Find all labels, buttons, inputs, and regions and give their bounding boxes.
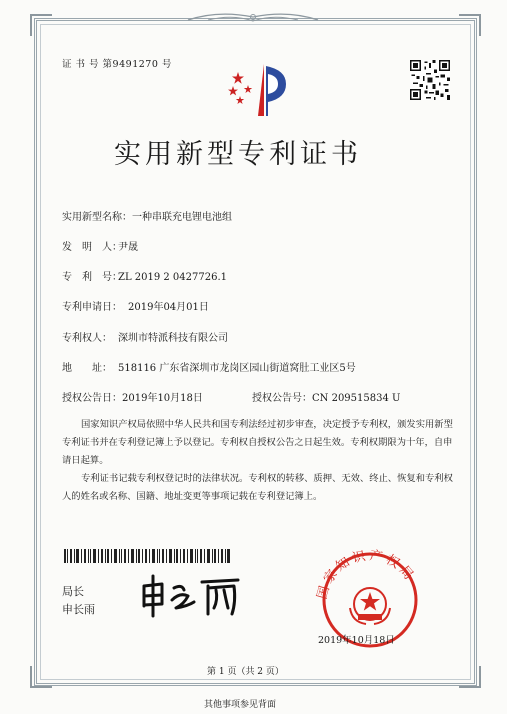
body-paragraph-1: 国家知识产权局依照中华人民共和国专利法经过初步审查，决定授予专利权，颁发实用新型专利证书并在专利登记簿上予以登记。专利权自授权公告之日起生效。专利权期限为十年，自申请日起算。 [62, 419, 453, 466]
field-patent-number [62, 268, 227, 283]
page-title: 实用新型专利证书 [114, 139, 362, 170]
seal-text: 国家知识产权局 [314, 548, 418, 601]
corner-ornament [30, 14, 52, 36]
field-address [62, 359, 356, 374]
top-ornament-icon [178, 10, 328, 24]
corner-ornament [459, 14, 481, 36]
field-value: 一种串联充电锂电池组 [132, 212, 232, 223]
corner-ornament [459, 666, 481, 688]
field-utility-model-name [62, 208, 232, 223]
barcode-icon [64, 549, 230, 563]
field-value: 深圳市特派科技有限公司 [118, 333, 228, 344]
field-announcement-number [252, 389, 400, 404]
field-inventor [62, 238, 138, 253]
field-label: 授权公告号： [252, 393, 312, 404]
field-value: ZL 2019 2 0427726.1 [118, 272, 228, 283]
handwritten-signature-icon [136, 572, 246, 620]
director-title: 局长 [62, 585, 84, 598]
certificate-number: 证 书 号 第9491270 号 [62, 59, 172, 70]
field-value: 2019年04月01日 [128, 302, 209, 313]
field-label: 发 明 人： [62, 242, 122, 253]
field-label: 授权公告日： [62, 393, 122, 404]
director-name: 申长雨 [62, 603, 95, 616]
qr-code-icon [410, 60, 450, 100]
field-application-date [62, 298, 209, 313]
field-value: 2019年10月18日 [122, 393, 203, 404]
field-label: 专 利 号： [62, 272, 122, 283]
footer-note: 其他事项参见背面 [204, 700, 277, 710]
corner-ornament [30, 666, 52, 688]
field-value: CN 209515834 U [312, 393, 401, 404]
field-patentee [62, 329, 228, 344]
seal-date: 2019年10月18日 [318, 635, 395, 646]
field-value: 尹晟 [118, 242, 138, 253]
body-paragraph-2: 专利证书记载专利权登记时的法律状况。专利权的转移、质押、无效、终止、恢复和专利权人的姓名或名称、国籍、地址变更等事项记载在专利登记簿上。 [62, 473, 453, 502]
field-announcement-date [62, 389, 203, 404]
field-label: 专利申请日： [62, 302, 122, 313]
page-number: 第 1 页（共 2 页） [207, 667, 284, 677]
cnipa-logo-icon [224, 60, 294, 120]
field-label: 专利权人： [62, 333, 112, 344]
field-label: 地 址： [62, 363, 112, 374]
field-label: 实用新型名称： [62, 212, 132, 223]
field-value: 518116 广东省深圳市龙岗区园山街道窝肚工业区5号 [118, 363, 356, 374]
